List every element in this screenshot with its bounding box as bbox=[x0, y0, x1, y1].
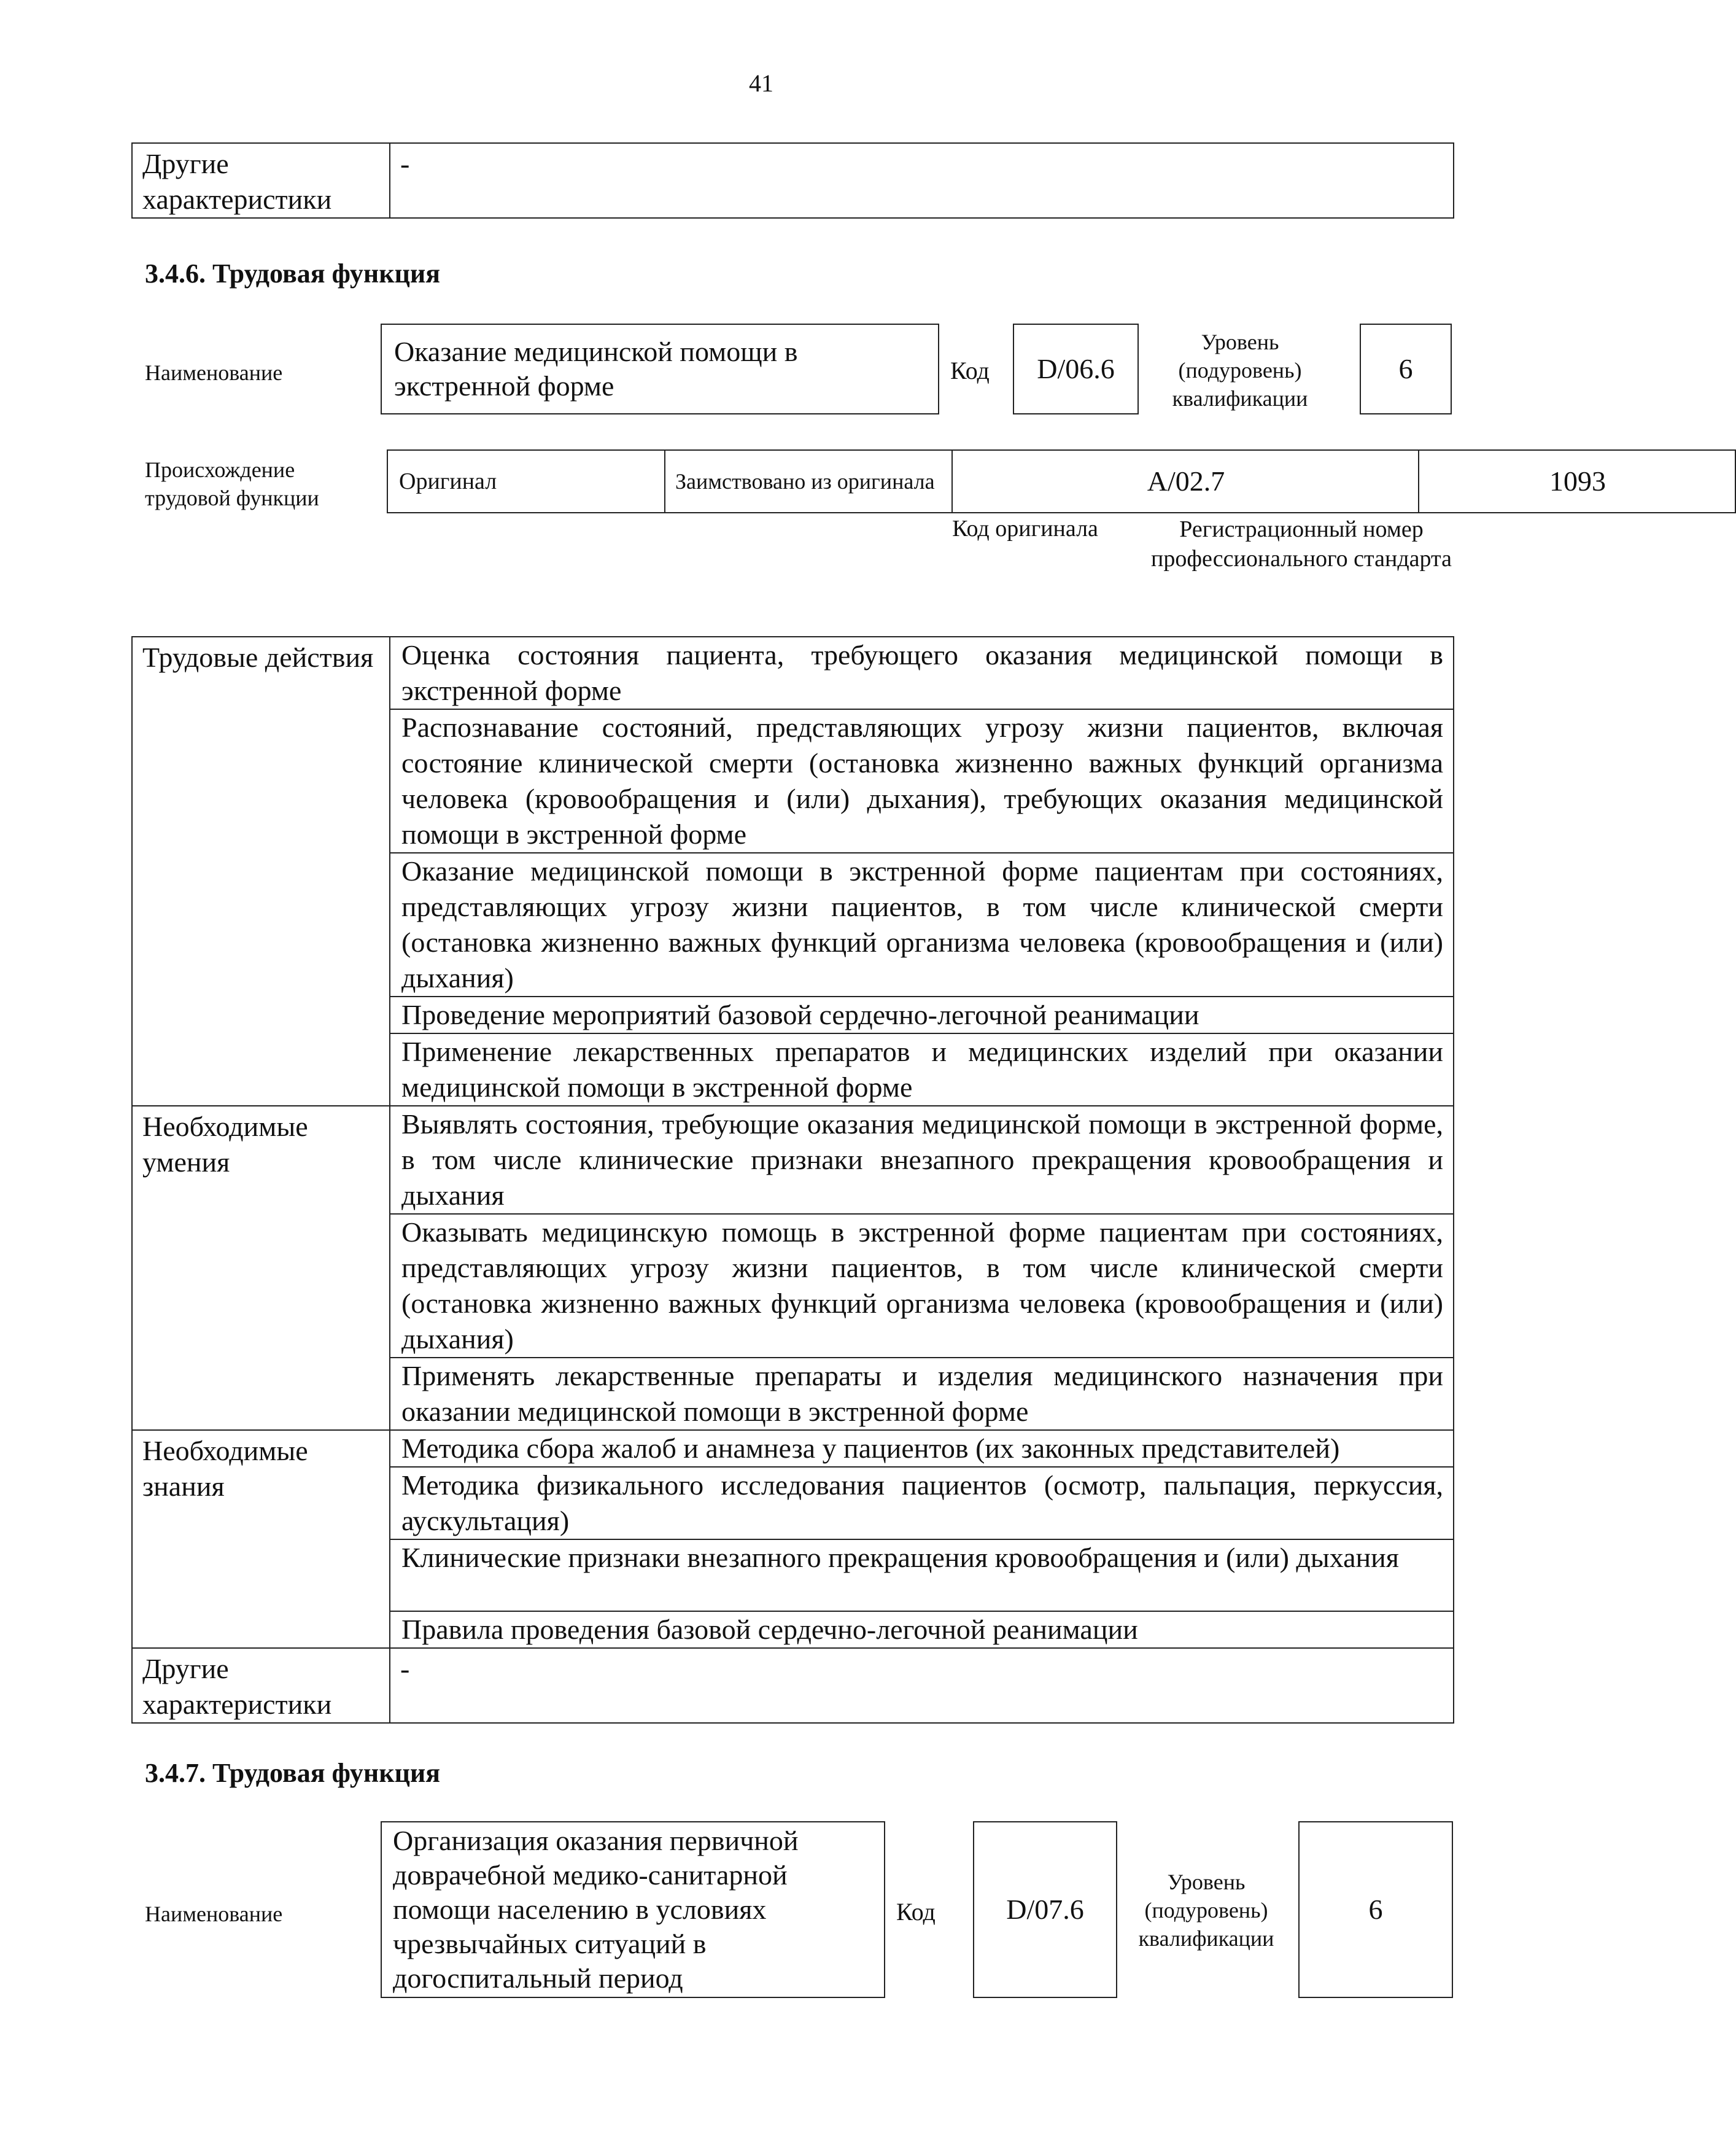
knowledge-label: Необходимые знания bbox=[132, 1430, 390, 1648]
skill-item: Выявлять состояния, требующие оказания медицинской помощи в экстренной форме, в том числе клинические признаки внезапного прекращения кровообращения и дыхания bbox=[390, 1106, 1454, 1214]
origin-code: A/02.7 bbox=[952, 450, 1419, 513]
action-item: Применение лекарственных препаратов и медицинских изделий при оказании медицинской помощи в экстренной форме bbox=[390, 1033, 1454, 1106]
table-row bbox=[132, 637, 1454, 709]
top-table-value: - bbox=[390, 143, 1454, 218]
caption-code: Код оригинала bbox=[952, 516, 1098, 542]
code-label-346: Код bbox=[950, 357, 990, 384]
actions-label: Трудовые действия bbox=[132, 637, 390, 1106]
name-value-347 bbox=[381, 1821, 885, 1998]
skills-label: Необходимые умения bbox=[132, 1106, 390, 1430]
top-table-label: Другие характеристики bbox=[132, 143, 390, 218]
code-value-347-text: D/07.6 bbox=[1006, 1894, 1084, 1925]
origin-original: Оригинал bbox=[387, 450, 665, 513]
name-value-346-text: Оказание медицинской помощи в экстренной форме bbox=[394, 336, 798, 402]
level-value-346 bbox=[1360, 324, 1452, 414]
level-value-347 bbox=[1298, 1821, 1453, 1998]
knowledge-item: Правила проведения базовой сердечно-легочной реанимации bbox=[390, 1611, 1454, 1648]
code-label-347: Код bbox=[896, 1898, 936, 1926]
level-value-346-text: 6 bbox=[1398, 353, 1413, 384]
knowledge-item: Методика сбора жалоб и анамнеза у пациентов (их законных представителей) bbox=[390, 1430, 1454, 1467]
name-label-346: Наименование bbox=[145, 360, 283, 385]
action-item: Оказание медицинской помощи в экстренной форме пациентам при состояниях, представляющих угрозу жизни пациентов, в том числе клинической смерти (остановка жизненно важных функций организма человека (кровообращения и (или) дыхания) bbox=[390, 853, 1454, 997]
section-title-346: 3.4.6. Трудовая функция bbox=[145, 259, 441, 289]
code-value-346 bbox=[1013, 324, 1139, 414]
knowledge-item: Методика физикального исследования пациентов (осмотр, пальпация, перкуссия, аускультация) bbox=[390, 1467, 1454, 1539]
name-value-346 bbox=[381, 324, 939, 414]
other-value: - bbox=[390, 1648, 1454, 1723]
knowledge-item: Клинические признаки внезапного прекращения кровообращения и (или) дыхания bbox=[390, 1539, 1454, 1611]
action-item: Распознавание состояний, представляющих угрозу жизни пациентов, включая состояние клинической смерти (остановка жизненно важных функций организма человека (кровообращения и (или) дыхания), требующих оказания медицинской помощи в экстренной форме bbox=[390, 709, 1454, 853]
other-label: Другие характеристики bbox=[132, 1648, 390, 1723]
origin-label: Происхождение трудовой функции bbox=[145, 457, 319, 510]
origin-borrowed: Заимствовано из оригинала bbox=[665, 450, 952, 513]
origin-reg: 1093 bbox=[1419, 450, 1735, 513]
section-title-347: 3.4.7. Трудовая функция bbox=[145, 1758, 441, 1788]
table-row bbox=[132, 1106, 1454, 1214]
skill-item: Применять лекарственные препараты и изделия медицинского назначения при оказании медицинской помощи в экстренной форме bbox=[390, 1358, 1454, 1430]
level-label-347: Уровень (подуровень) квалификации bbox=[1138, 1870, 1274, 1951]
table-row bbox=[132, 1648, 1454, 1723]
code-value-346-text: D/06.6 bbox=[1037, 353, 1115, 384]
top-table bbox=[131, 142, 1454, 219]
name-value-347-text: Организация оказания первичной доврачебной медико-санитарной помощи населению в условиях чрезвычайных ситуаций в догоспитальный период bbox=[393, 1825, 799, 1994]
code-value-347 bbox=[973, 1821, 1117, 1998]
action-item: Проведение мероприятий базовой сердечно-легочной реанимации bbox=[390, 997, 1454, 1033]
level-value-347-text: 6 bbox=[1368, 1894, 1383, 1925]
origin-table bbox=[387, 449, 1736, 513]
caption-reg: Регистрационный номер профессионального стандарта bbox=[1151, 516, 1452, 572]
level-label-346: Уровень (подуровень) квалификации bbox=[1172, 330, 1308, 411]
action-item: Оценка состояния пациента, требующего оказания медицинской помощи в экстренной форме bbox=[390, 637, 1454, 709]
skill-item: Оказывать медицинскую помощь в экстренной форме пациентам при состояниях, представляющих угрозу жизни пациентов, в том числе клинической смерти (остановка жизненно важных функций организма человека (кровообращения и (или) дыхания) bbox=[390, 1214, 1454, 1358]
function-table bbox=[131, 636, 1454, 1724]
table-row bbox=[132, 1430, 1454, 1467]
page-number: 41 bbox=[749, 69, 773, 97]
name-label-347: Наименование bbox=[145, 1902, 283, 1926]
